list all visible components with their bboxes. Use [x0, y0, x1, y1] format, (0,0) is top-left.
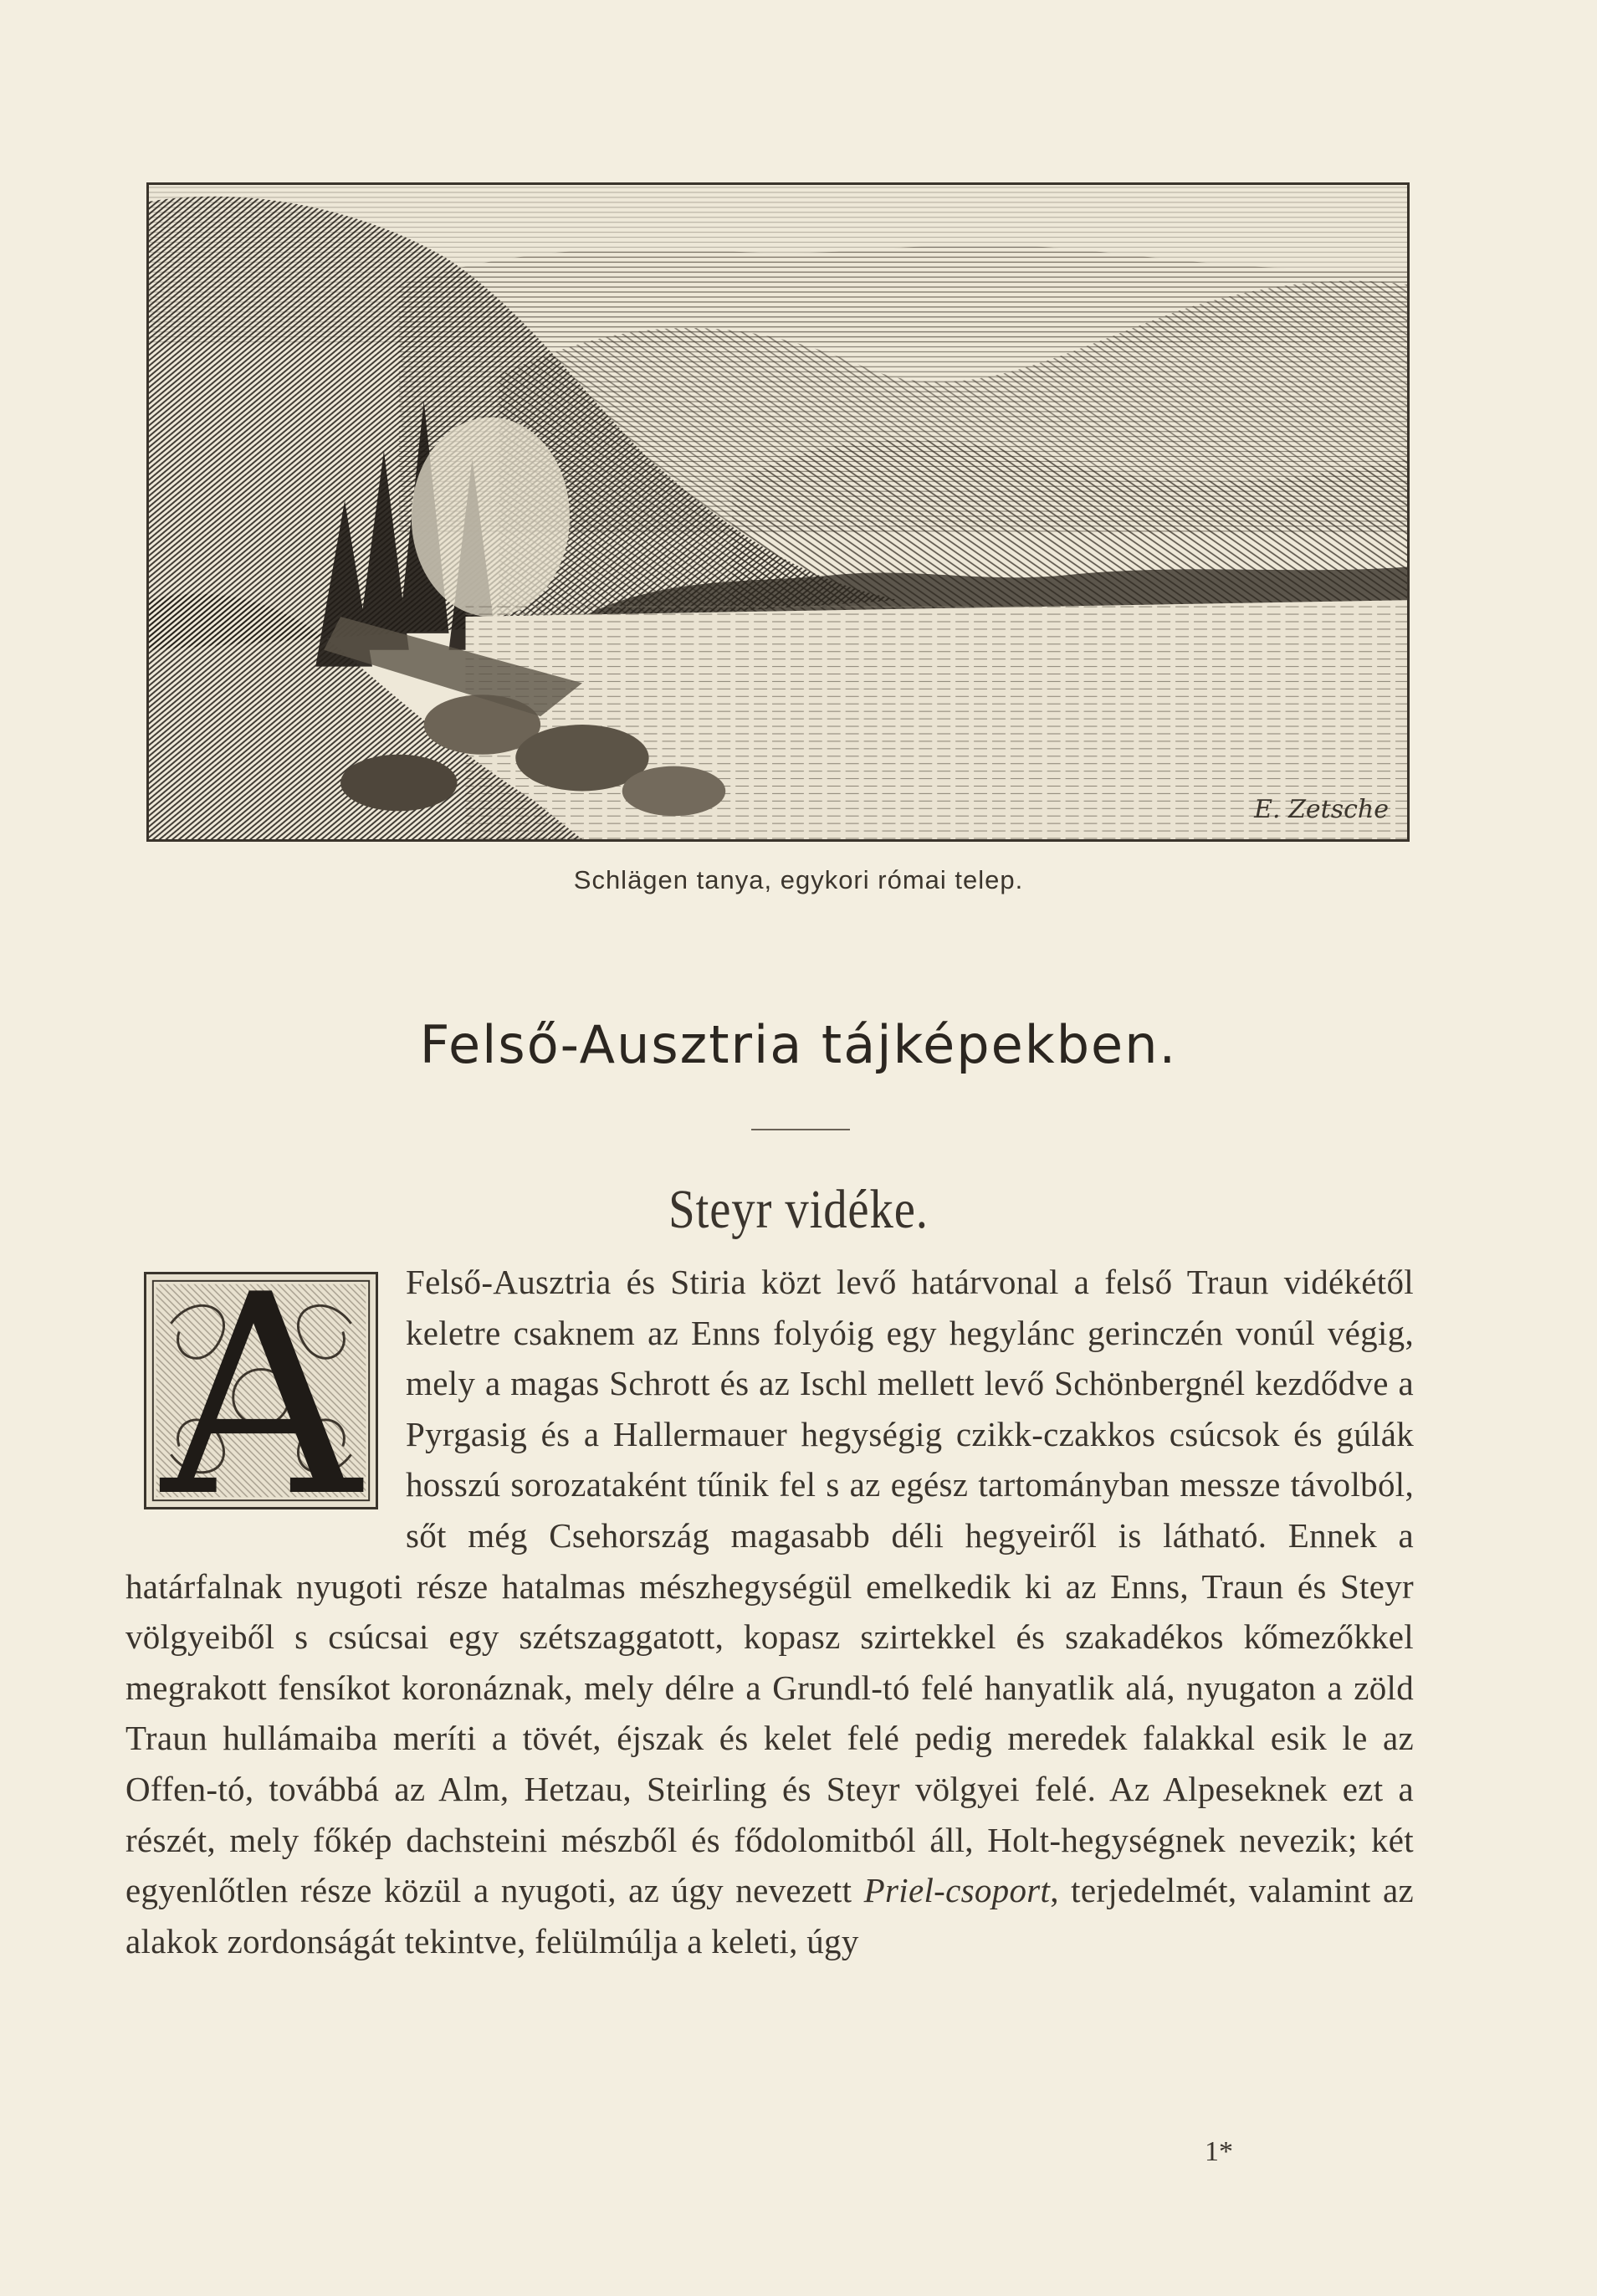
- illustration-caption: Schlägen tanya, egykori római telep.: [573, 865, 1024, 894]
- body-paragraph: [125, 1236, 1414, 1966]
- body-text-continuation: , terjedelmét, valamint az alakok zordonságát tekintve, felülmúlja a keleti, úgy: [125, 1871, 1414, 1960]
- body-text-main: Felső-Ausztria és Stiria közt levő határvonal a felső Traun vidékétől keletre csaknem az Enns folyóig egy hegylánc gerinczén vonúl végig, mely a magas Schrott és az Ischl mellett levő Schönbergnél kezdődve a Pyrgasig és a Hallermauer hegységig czikk-czakkos csúcsok és gúlák hosszú sorozataként tűnik fel s az egész tartományban messze távolból, sőt még Csehország magasabb déli hegyeiről is látható. Ennek a határfalnak nyugoti része hatalmas mészhegységül emelkedik ki az Enns, Traun és Steyr völgyeiből s csúcsai egy szétszaggatott, kopasz szirtekkel és szakadékos kőmezőkkel megrakott fensíkot koronáznak, mely délre a Grundl-tó felé hanyatlik alá, nyugaton a zöld Traun hullámaiba meríti a tövét, éjszak és kelet felé pedig meredek falakkal esik le az Offen-tó, továbbá az Alm, Hetzau, Steirling és Steyr völgyei felé. Az Alpeseknek ezt a részét, mely főkép dachsteini mészből és fődolomitból áll, Holt-hegységnek nevezik; két egyenlőtlen része közül a nyugoti, az úgy nevezett: [125, 1263, 1414, 1910]
- page-title: Felső-Ausztria tájképekben.: [419, 1014, 1178, 1075]
- title-divider: [751, 1129, 850, 1130]
- engraver-signature: E. Zetsche: [1254, 795, 1389, 824]
- landscape-engraving: [146, 182, 1410, 842]
- chapter-subtitle: Steyr vidéke.: [668, 1179, 929, 1240]
- landscape-engraving-art: [149, 185, 1407, 839]
- body-text-italic-term: Priel-csoport: [863, 1871, 1051, 1910]
- page-number: 1*: [1205, 2136, 1233, 2167]
- drop-cap-letter: A: [161, 1236, 361, 1557]
